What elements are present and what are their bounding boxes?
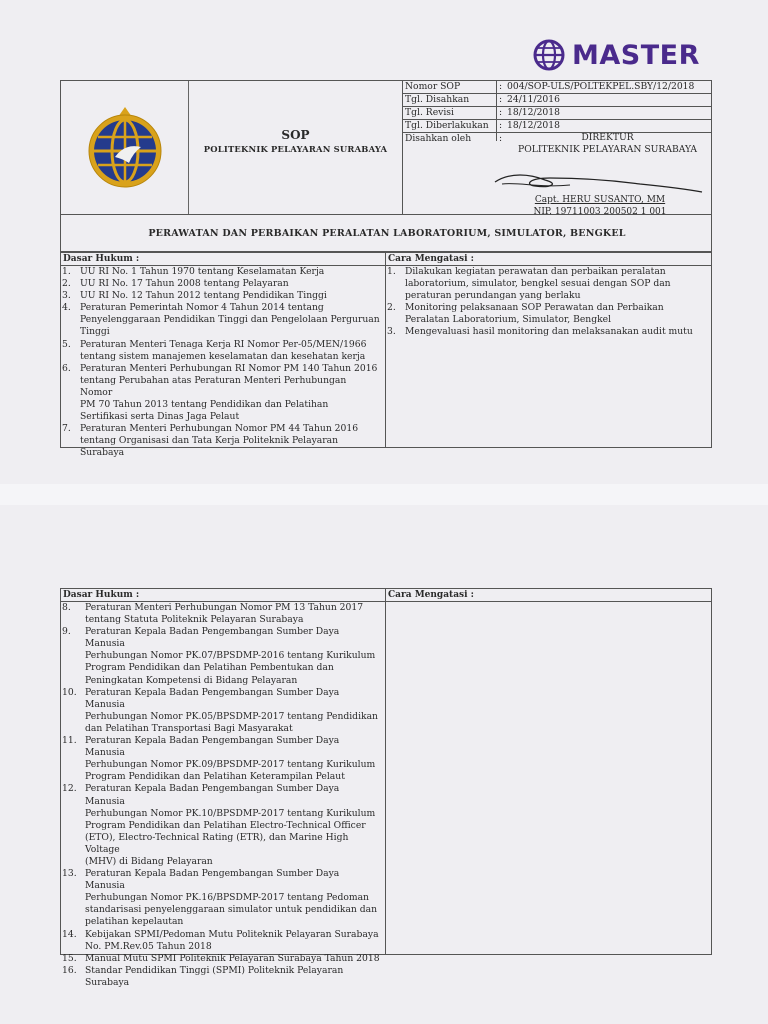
dasar-hukum-header: Dasar Hukum :	[63, 254, 140, 264]
signer-name: Capt. HERU SUSANTO, MM	[534, 195, 666, 205]
list-item-line: Perhubungan Nomor PK.09/BPSDMP-2017 tentang Kurikulum	[85, 759, 376, 771]
list-item	[61, 266, 381, 278]
list-item-line: Peralatan Laboratorium, Simulator, Bengkel	[405, 314, 612, 326]
list-item-line: UU RI No. 12 Tahun 2012 tentang Pendidikan Tinggi	[80, 290, 327, 302]
list-item-line: dan Pelatihan Transportasi Bagi Masyarakat	[85, 722, 293, 734]
dasar-hukum-list	[61, 602, 381, 989]
list-item	[61, 363, 381, 423]
list-item	[386, 302, 708, 326]
cara-mengatasi-header: Cara Mengatasi :	[388, 590, 474, 600]
list-item-line: Program Pendidikan dan Pelatihan Electro-Technical Officer	[85, 819, 366, 831]
list-item-number: 8.	[62, 602, 71, 613]
signer-nip: NIP. 19711003 200502 1 001	[533, 207, 667, 217]
list-item-line: laboratorium, simulator, bengkel sesuai dengan SOP dan	[405, 278, 671, 290]
list-item-number: 6.	[62, 362, 71, 374]
master-logo	[532, 36, 700, 74]
list-item-line: Surabaya	[80, 447, 125, 459]
page-gap	[0, 484, 768, 505]
list-item-line: Program Pendidikan dan Pelatihan Keterampilan Pelaut	[85, 771, 345, 783]
list-item-number: 2.	[387, 302, 396, 314]
list-item	[61, 423, 381, 459]
list-item-line: Peraturan Pemerintah Nomor 4 Tahun 2014 tentang	[80, 302, 324, 314]
list-item-line: peraturan perundangan yang berlaku	[405, 290, 581, 302]
master-brand-text: MASTER	[572, 39, 700, 71]
sop-label: SOP	[281, 128, 310, 142]
list-item-line: No. PM.Rev.05 Tahun 2018	[85, 940, 212, 952]
meta-row: Tgl. Diberlakukan : 18/12/2018	[403, 120, 712, 133]
list-item-number: 10.	[62, 686, 77, 698]
list-item	[61, 868, 381, 928]
list-item-number: 7.	[62, 423, 71, 435]
list-item	[61, 953, 381, 965]
list-item	[61, 929, 381, 953]
list-item	[386, 266, 708, 302]
list-item-line: standarisasi penyelenggaraan simulator untuk pendidikan dan	[85, 904, 378, 916]
list-item-number: 3.	[387, 326, 396, 338]
meta-row: Tgl. Disahkan : 24/11/2016	[403, 94, 712, 107]
list-item-line: UU RI No. 1 Tahun 1970 tentang Keselamatan Kerja	[80, 266, 325, 277]
list-item	[61, 290, 381, 302]
meta-row-approval: Disahkan oleh :	[405, 133, 503, 144]
list-item	[61, 278, 381, 290]
dasar-hukum-header: Dasar Hukum :	[63, 590, 140, 600]
list-item-line: Mengevaluasi hasil monitoring dan melaksanakan audit mutu	[405, 326, 693, 338]
approver-org: POLITEKNIK PELAYARAN SURABAYA	[518, 144, 697, 155]
ministry-emblem-icon	[85, 103, 165, 191]
list-item-line: Program Pendidikan dan Pelatihan Pembentukan dan	[85, 662, 334, 674]
list-item-line: pelatihan kepelautan	[85, 916, 184, 928]
list-item	[61, 302, 381, 338]
list-item-line: Tinggi	[80, 326, 110, 338]
list-item-line: Peraturan Kepala Badan Pengembangan Sumber Daya Manusia	[85, 686, 340, 710]
list-item-line: Standar Pendidikan Tinggi (SPMI) Politeknik Pelayaran	[85, 964, 344, 976]
list-item-number: 1.	[62, 266, 71, 277]
list-item	[61, 339, 381, 363]
list-item-line: Manual Mutu SPMI Politeknik Pelayaran Surabaya Tahun 2018	[85, 952, 380, 964]
list-item-line: Peraturan Kepala Badan Pengembangan Sumber Daya Manusia	[85, 783, 340, 807]
organization-name: POLITEKNIK PELAYARAN SURABAYA	[203, 144, 388, 154]
signature-mark	[490, 166, 705, 196]
list-item-line: Monitoring pelaksanaan SOP Perawatan dan Perbaikan	[405, 302, 664, 314]
document-title: PERAWATAN DAN PERBAIKAN PERALATAN LABORATORIUM, SIMULATOR, BENGKEL	[148, 228, 626, 239]
content-table-page-1	[60, 252, 712, 459]
list-item-number: 2.	[62, 278, 71, 290]
list-item-line: Sertifikasi serta Dinas Jaga Pelaut	[80, 411, 240, 423]
cara-mengatasi-header: Cara Mengatasi :	[388, 254, 474, 264]
list-item-line: Kebijakan SPMI/Pedoman Mutu Politeknik Pelayaran Surabaya	[85, 928, 379, 940]
list-item-number: 9.	[62, 626, 71, 638]
list-item	[61, 783, 381, 868]
list-item	[386, 326, 708, 338]
globe-icon	[532, 38, 566, 72]
list-item-number: 15.	[62, 952, 77, 964]
list-item-number: 11.	[62, 735, 77, 747]
list-item-line: Perhubungan Nomor PK.16/BPSDMP-2017 tentang Pedoman	[85, 892, 369, 904]
list-item-line: tentang Organisasi dan Tata Kerja Politeknik Pelayaran	[80, 435, 339, 447]
list-item-line: (ETO), Electro-Technical Rating (ETR), dan Marine High Voltage	[85, 831, 349, 855]
title-box	[60, 214, 712, 252]
list-item-line: Peraturan Menteri Perhubungan RI Nomor PM 140 Tahun 2016	[80, 362, 378, 374]
list-item-line: Penyelenggaraan Pendidikan Tinggi dan Pengelolaan Perguruan	[80, 314, 380, 326]
list-item	[61, 735, 381, 783]
list-item-line: Dilakukan kegiatan perawatan dan perbaikan peralatan	[405, 266, 666, 277]
list-item-number: 13.	[62, 868, 77, 880]
approver-position: DIREKTUR	[581, 132, 634, 143]
list-item-line: Peraturan Kepala Badan Pengembangan Sumber Daya Manusia	[85, 735, 340, 759]
dasar-hukum-list	[61, 266, 381, 460]
list-item-line: PM 70 Tahun 2013 tentang Pendidikan dan Pelatihan	[80, 399, 329, 411]
list-item-line: Peraturan Menteri Perhubungan Nomor PM 13 Tahun 2017	[85, 602, 364, 613]
list-item-number: 5.	[62, 338, 71, 350]
list-item-number: 1.	[387, 266, 396, 277]
list-item-number: 3.	[62, 290, 71, 302]
list-item-number: 12.	[62, 783, 77, 795]
list-item-number: 4.	[62, 302, 71, 314]
list-item-line: Peningkatan Kompetensi di Bidang Pelayaran	[85, 674, 298, 686]
list-item-line: Perhubungan Nomor PK.05/BPSDMP-2017 tentang Pendidikan	[85, 710, 378, 722]
list-item	[61, 602, 381, 626]
list-item-line: Peraturan Kepala Badan Pengembangan Sumber Daya Manusia	[85, 868, 340, 892]
list-item	[61, 626, 381, 686]
list-item	[61, 687, 381, 735]
list-item-line: (MHV) di Bidang Pelayaran	[85, 855, 213, 867]
list-item-line: tentang sistem manajemen keselamatan dan kesehatan kerja	[80, 350, 366, 362]
list-item-line: UU RI No. 17 Tahun 2008 tentang Pelayaran	[80, 278, 289, 290]
list-item-line: Peraturan Menteri Perhubungan Nomor PM 44 Tahun 2016	[80, 423, 359, 435]
list-item-number: 14.	[62, 928, 77, 940]
list-item-number: 16.	[62, 964, 77, 976]
list-item	[61, 965, 381, 989]
approver-block	[403, 132, 712, 155]
list-item-line: Peraturan Menteri Tenaga Kerja RI Nomor Per-05/MEN/1966	[80, 338, 367, 350]
meta-row: Tgl. Revisi : 18/12/2018	[403, 107, 712, 120]
list-item-line: Perhubungan Nomor PK.07/BPSDMP-2016 tentang Kurikulum	[85, 650, 376, 662]
list-item-line: tentang Statuta Politeknik Pelayaran Surabaya	[85, 614, 304, 626]
list-item-line: Peraturan Kepala Badan Pengembangan Sumber Daya Manusia	[85, 626, 340, 650]
list-item-line: Surabaya	[85, 976, 130, 988]
content-table-page-2	[60, 588, 712, 988]
cara-mengatasi-list	[386, 266, 708, 339]
meta-row: Nomor SOP : 004/SOP-ULS/POLTEKPEL.SBY/12/2018	[403, 81, 712, 94]
list-item-line: Perhubungan Nomor PK.10/BPSDMP-2017 tentang Kurikulum	[85, 807, 376, 819]
list-item-line: tentang Perubahan atas Peraturan Menteri Perhubungan Nomor	[80, 374, 347, 398]
